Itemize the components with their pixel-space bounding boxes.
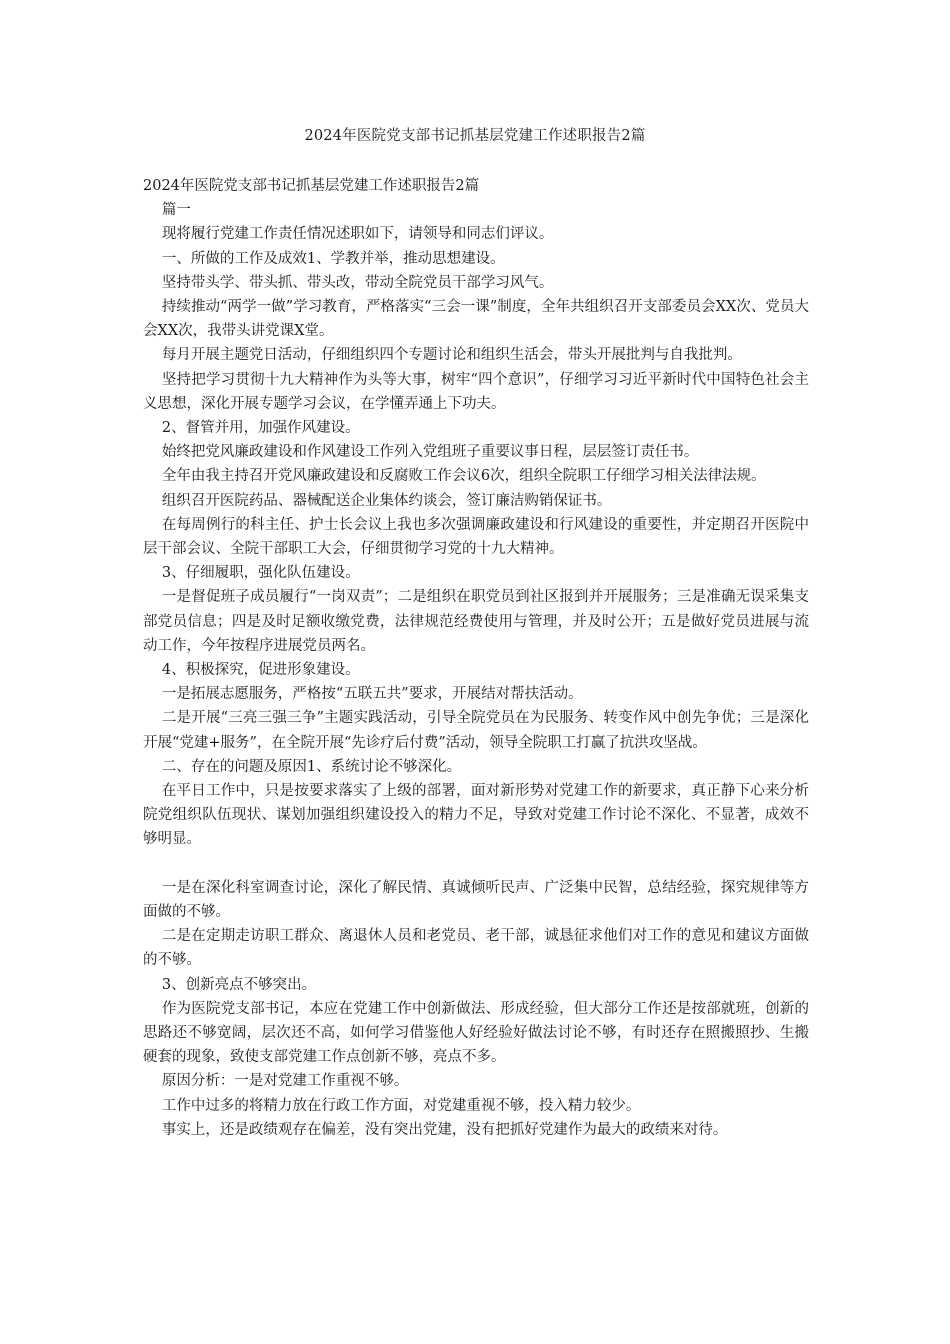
section-heading: 2、督管并用，加强作风建设。: [161, 420, 360, 437]
body-paragraph: 作为医院党支部书记，本应在党建工作中创新做法、形成经验，但大部分工作还是按部就班，创新的思路还不够宽阔，层次还不高，如何学习借鉴他人好经验好做法讨论不够，有时还存在照搬照抄、生搬硬套的现象，致使支部党建工作点创新不够，亮点不多。: [143, 1000, 809, 1066]
body-paragraph: 现将履行党建工作责任情况述职如下，请领导和同志们评议。: [161, 226, 554, 243]
body-paragraph: 一是督促班子成员履行“一岗双责”；二是组织在职党员到社区报到并开展服务；三是准确无误采集支部党员信息；四是及时足额收缴党费，法律规范经费使用与管理，并及时公开；五是做好党员进展与流动工作，今年按程序进展党员两名。: [143, 589, 809, 654]
subtitle-paragraph: 2024年医院党支部书记抓基层党建工作述职报告2篇: [143, 178, 480, 194]
document-body: [143, 174, 809, 1142]
body-paragraph: 持续推动“两学一做”学习教育，严格落实“三会一课”制度，全年共组织召开支部委员会XX次、党员大会XX次，我带头讲党课X堂。: [143, 299, 809, 340]
section-heading: 一、所做的工作及成效1、学教并举，推动思想建设。: [161, 250, 505, 267]
body-paragraph: 始终把党风廉政建设和作风建设工作列入党组班子重要议事日程，层层签订责任书。: [161, 444, 699, 461]
body-paragraph: 全年由我主持召开党风廉政建设和反腐败工作会议6次，组织全院职工仔细学习相关法律法规。: [161, 468, 766, 485]
body-paragraph: 坚持带头学、带头抓、带头改，带动全院党员干部学习风气。: [161, 274, 554, 291]
section-heading: 3、创新亮点不够突出。: [161, 976, 317, 993]
section-label: 篇一: [161, 202, 191, 219]
body-paragraph: 组织召开医院药品、器械配送企业集体约谈会，签订廉洁购销保证书。: [161, 492, 612, 509]
body-paragraph: 每月开展主题党日活动，仔细组织四个专题讨论和组织生活会，带头开展批判与自我批判。: [161, 347, 742, 364]
body-paragraph: 在平日工作中，只是按要求落实了上级的部署，面对新形势对党建工作的新要求，真正静下心来分析院党组织队伍现状、谋划加强组织建设投入的精力不足，导致对党建工作讨论不深化、不显著，成效不够明显。: [143, 783, 809, 848]
body-paragraph: 在每周例行的科主任、护士长会议上我也多次强调廉政建设和行风建设的重要性，并定期召开医院中层干部会议、全院干部职工大会，仔细贯彻学习党的十九大精神。: [143, 516, 809, 558]
body-paragraph: 原因分析：一是对党建工作重视不够。: [161, 1073, 409, 1090]
section-heading: 二、存在的问题及原因1、系统讨论不够深化。: [161, 758, 462, 775]
body-paragraph: 事实上，还是政绩观存在偏差，没有突出党建，没有把抓好党建作为最大的政绩来对待。: [161, 1121, 728, 1138]
document-title: 2024年医院党支部书记抓基层党建工作述职报告2篇: [304, 128, 646, 144]
body-paragraph: 一是在深化科室调查讨论，深化了解民情、真诚倾听民声、广泛集中民智，总结经验，探究规律等方面做的不够。: [143, 879, 809, 920]
body-paragraph: 坚持把学习贯彻十九大精神作为头等大事，树牢“四个意识”，仔细学习习近平新时代中国特色社会主义思想，深化开展专题学习会议，在学懂弄通上下功夫。: [143, 371, 809, 412]
blank-line: [143, 852, 809, 876]
body-paragraph: 二是开展“三亮三强三争”主题实践活动，引导全院党员在为民服务、转变作风中创先争优；三是深化开展“党建+服务”，在全院开展“先诊疗后付费”活动，领导全院职工打赢了抗洪攻坚战。: [143, 710, 809, 751]
section-heading: 3、仔细履职，强化队伍建设。: [161, 565, 360, 582]
section-heading: 4、积极探究，促进形象建设。: [161, 662, 360, 679]
body-paragraph: 二是在定期走访职工群众、离退休人员和老党员、老干部，诚恳征求他们对工作的意见和建议方面做的不够。: [143, 928, 809, 969]
body-paragraph: 一是拓展志愿服务，严格按“五联五共”要求，开展结对帮扶活动。: [161, 686, 583, 703]
body-paragraph: 工作中过多的将精力放在行政工作方面，对党建重视不够，投入精力较少。: [161, 1097, 641, 1114]
